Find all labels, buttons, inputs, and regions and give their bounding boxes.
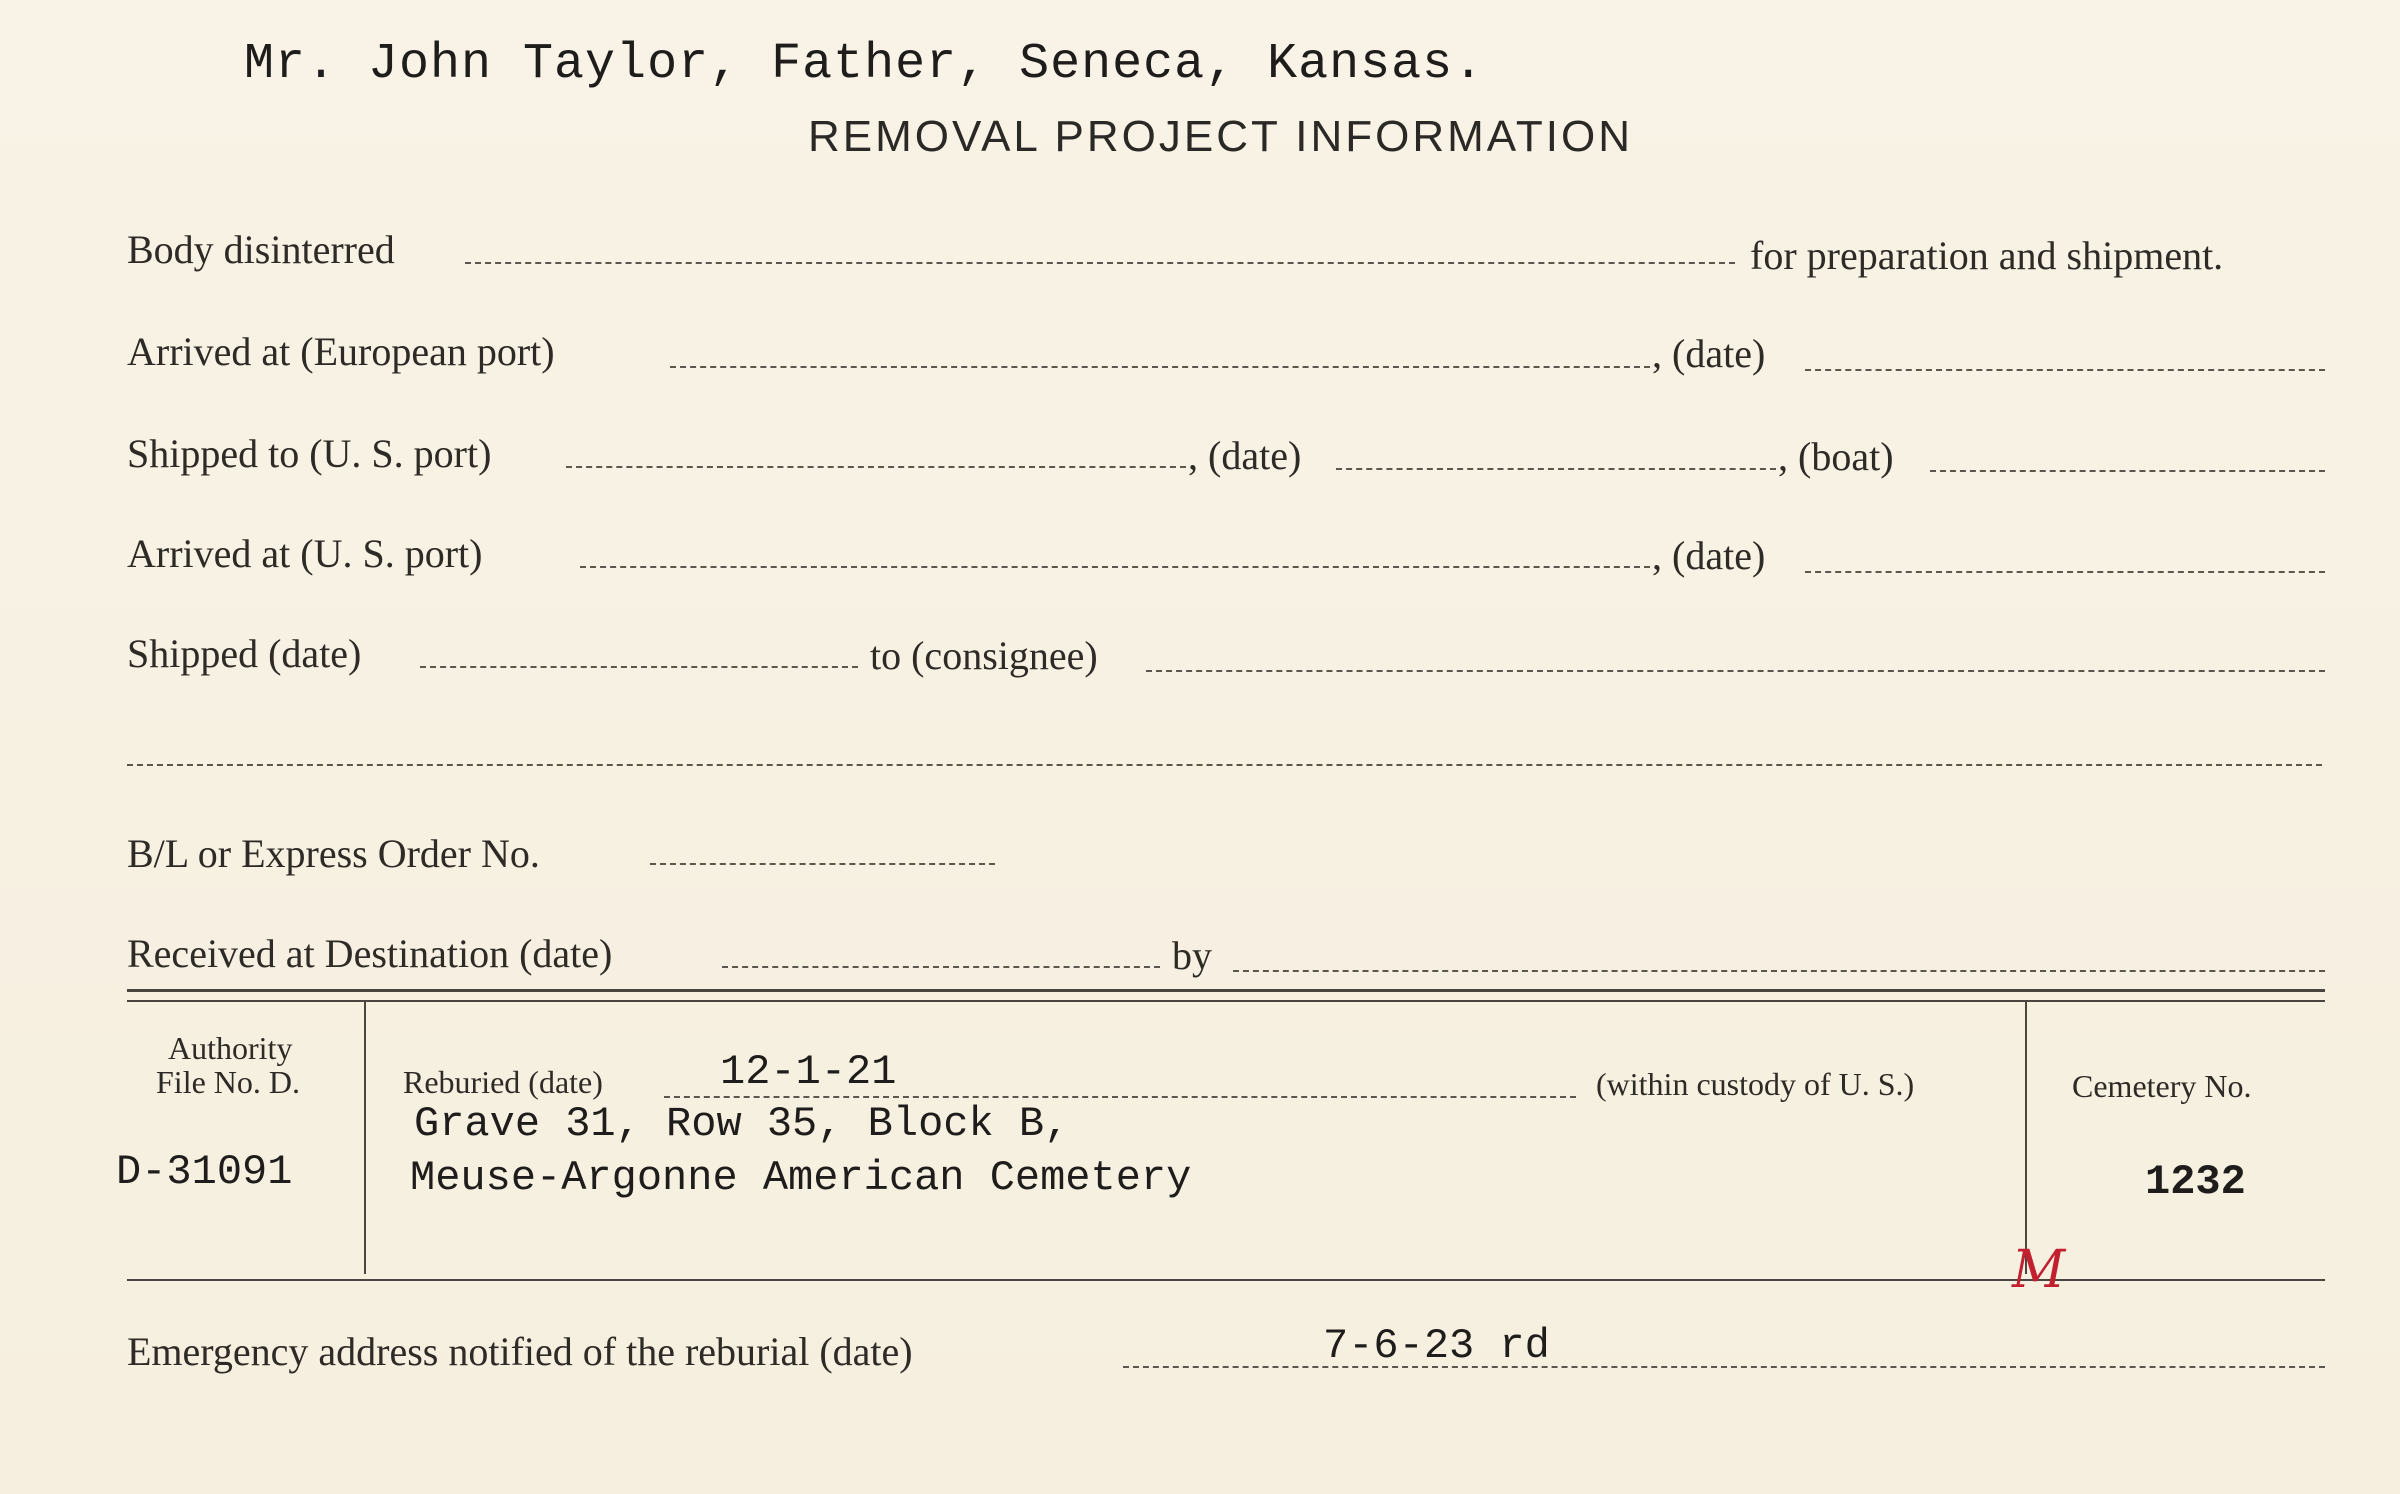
field-received-date[interactable] <box>722 966 1160 968</box>
box-top-rule-inner <box>127 1000 2325 1002</box>
authority-label-2: File No. D. <box>156 1064 300 1100</box>
reburied-date-value: 12-1-21 <box>720 1048 897 1096</box>
label-within-custody: (within custody of U. S.) <box>1596 1066 1915 1102</box>
cemetery-no-value: 1232 <box>2145 1158 2246 1206</box>
field-emergency-date[interactable] <box>1123 1366 2325 1368</box>
box-divider-left <box>364 1002 366 1274</box>
label-arrived-european-port: Arrived at (European port) <box>127 329 555 374</box>
box-bottom-rule <box>127 1279 2325 1281</box>
emergency-date-value: 7-6-23 rd <box>1323 1322 1550 1370</box>
authority-file-value: D-31091 <box>116 1148 293 1196</box>
addressee-line: Mr. John Taylor, Father, Seneca, Kansas. <box>244 36 1485 93</box>
field-consignee-continued[interactable] <box>127 764 2322 766</box>
field-us-port[interactable] <box>566 466 1186 468</box>
field-body-disinterred[interactable] <box>465 262 1735 264</box>
label-date-2: , (date) <box>1188 433 1302 478</box>
label-by: by <box>1172 933 1212 978</box>
grave-location-line1: Grave 31, Row 35, Block B, <box>414 1100 1070 1148</box>
label-shipped-to-us-port: Shipped to (U. S. port) <box>127 431 492 476</box>
field-date-1[interactable] <box>1805 369 2325 371</box>
label-emergency-address: Emergency address notified of the reburial (date) <box>127 1329 913 1374</box>
label-reburied-date: Reburied (date) <box>403 1064 603 1100</box>
label-date-1: , (date) <box>1652 331 1766 376</box>
label-shipped-date: Shipped (date) <box>127 631 362 676</box>
field-date-3[interactable] <box>1805 571 2325 573</box>
field-boat[interactable] <box>1930 470 2325 472</box>
field-consignee[interactable] <box>1146 670 2325 672</box>
label-bl-order: B/L or Express Order No. <box>127 831 540 876</box>
field-reburied-date[interactable] <box>664 1096 1576 1098</box>
label-arrived-us-port: Arrived at (U. S. port) <box>127 531 483 576</box>
label-boat: , (boat) <box>1778 434 1894 479</box>
box-divider-right <box>2025 1002 2027 1274</box>
label-cemetery-no: Cemetery No. <box>2072 1068 2252 1104</box>
card-title: REMOVAL PROJECT INFORMATION <box>808 112 1633 161</box>
field-bl-order[interactable] <box>650 863 995 865</box>
label-for-preparation: for preparation and shipment. <box>1750 233 2224 278</box>
label-received-at-destination: Received at Destination (date) <box>127 931 613 976</box>
box-top-rule <box>127 989 2325 992</box>
grave-location-line2: Meuse-Argonne American Cemetery <box>410 1154 1192 1202</box>
field-date-2[interactable] <box>1336 468 1776 470</box>
field-received-by[interactable] <box>1233 970 2325 972</box>
red-check-mark: M <box>2012 1240 2066 1300</box>
label-to-consignee: to (consignee) <box>870 633 1098 678</box>
field-shipped-date[interactable] <box>420 666 858 668</box>
label-date-3: , (date) <box>1652 533 1766 578</box>
label-body-disinterred: Body disinterred <box>127 227 395 272</box>
authority-label-1: Authority <box>168 1030 293 1066</box>
field-european-port[interactable] <box>670 366 1650 368</box>
field-arrived-us-port[interactable] <box>580 566 1650 568</box>
